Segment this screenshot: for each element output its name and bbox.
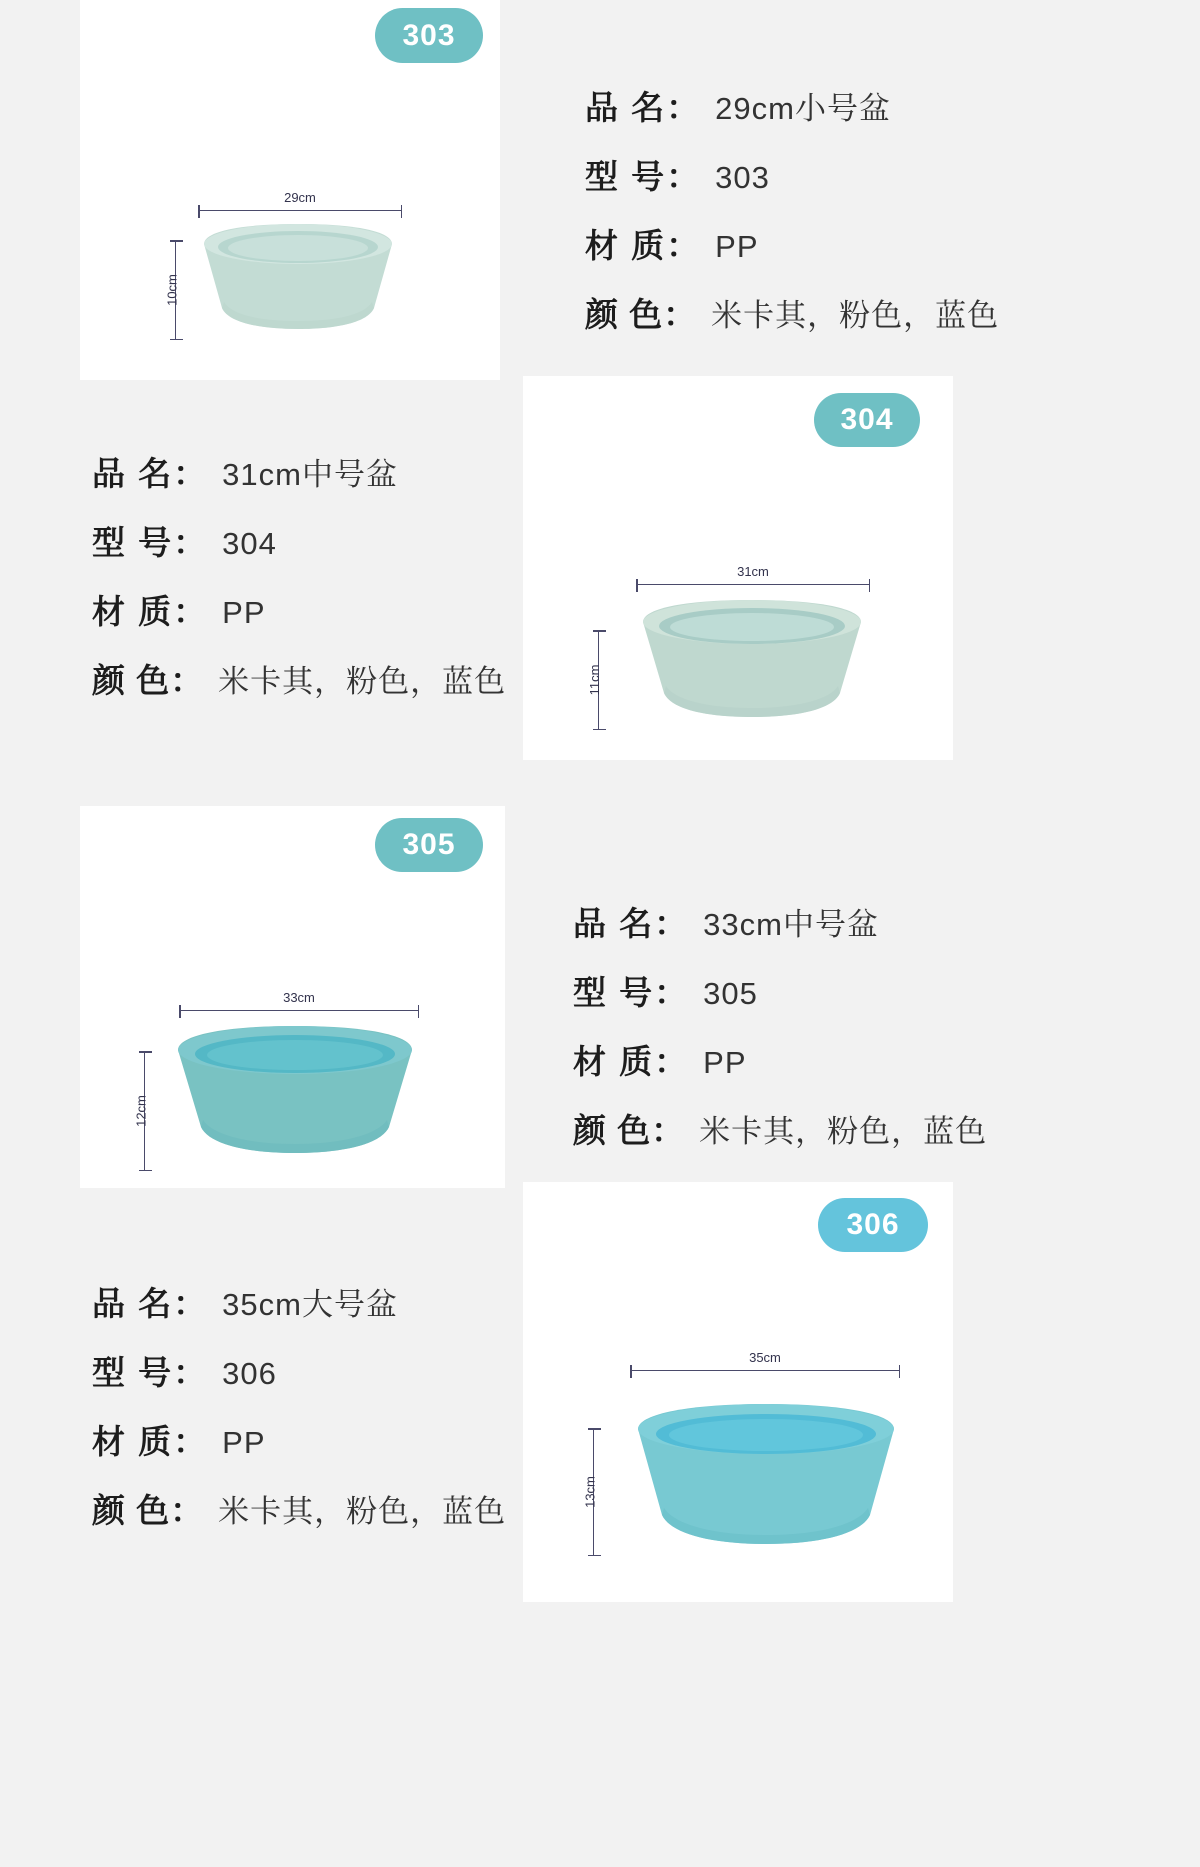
spec-value-name-303: 29cm小号盆 bbox=[715, 91, 891, 126]
spec-key-color: 颜 色： bbox=[573, 1112, 686, 1149]
basin-illustration-303 bbox=[198, 222, 398, 332]
spec-row-model-305 bbox=[573, 967, 987, 1014]
height-label-306: 13cm bbox=[582, 1476, 598, 1508]
spec-row-material-305 bbox=[573, 1036, 987, 1083]
product-spec-305 bbox=[573, 898, 987, 1152]
spec-row-color-305 bbox=[573, 1105, 987, 1152]
spec-key-material: 材 质： bbox=[573, 1043, 690, 1080]
spec-key-name: 品 名： bbox=[92, 1285, 209, 1322]
spec-value-model-303: 303 bbox=[715, 160, 770, 195]
spec-row-color-303 bbox=[585, 289, 999, 336]
spec-row-name-304 bbox=[92, 448, 506, 495]
spec-value-color-305: 米卡其，粉色，蓝色 bbox=[699, 1114, 988, 1149]
spec-key-model: 型 号： bbox=[92, 1354, 209, 1391]
basin-illustration-305 bbox=[170, 1024, 420, 1156]
width-label-303: 29cm bbox=[284, 190, 316, 205]
spec-key-model: 型 号： bbox=[92, 524, 209, 561]
product-spec-304 bbox=[92, 448, 506, 702]
spec-key-name: 品 名： bbox=[92, 455, 209, 492]
badge-303: 303 bbox=[375, 8, 483, 63]
width-label-306: 35cm bbox=[749, 1350, 781, 1365]
spec-row-name-303 bbox=[585, 82, 999, 129]
product-spec-306 bbox=[92, 1278, 506, 1532]
badge-305: 305 bbox=[375, 818, 483, 872]
height-rule-304 bbox=[586, 630, 602, 730]
spec-row-model-304 bbox=[92, 517, 506, 564]
height-rule-306 bbox=[582, 1428, 598, 1556]
spec-value-material-305: PP bbox=[703, 1045, 747, 1080]
spec-key-material: 材 质： bbox=[585, 227, 702, 264]
spec-value-model-306: 306 bbox=[222, 1356, 277, 1391]
badge-306: 306 bbox=[818, 1198, 928, 1252]
height-label-305: 12cm bbox=[133, 1095, 149, 1127]
spec-row-material-304 bbox=[92, 586, 506, 633]
width-rule-304 bbox=[636, 564, 870, 585]
basin-svg-305 bbox=[170, 1024, 420, 1156]
spec-key-color: 颜 色： bbox=[92, 662, 205, 699]
spec-value-model-305: 305 bbox=[703, 976, 758, 1011]
spec-value-color-304: 米卡其，粉色，蓝色 bbox=[218, 664, 507, 699]
width-label-305: 33cm bbox=[283, 990, 315, 1005]
spec-key-model: 型 号： bbox=[585, 158, 702, 195]
basin-svg-303 bbox=[198, 222, 398, 332]
spec-value-name-306: 35cm大号盆 bbox=[222, 1287, 398, 1322]
badge-304: 304 bbox=[814, 393, 920, 447]
product-spec-303 bbox=[585, 82, 999, 336]
spec-value-color-303: 米卡其，粉色，蓝色 bbox=[711, 298, 1000, 333]
spec-key-color: 颜 色： bbox=[92, 1492, 205, 1529]
spec-key-material: 材 质： bbox=[92, 593, 209, 630]
height-rule-305 bbox=[133, 1051, 149, 1171]
spec-row-model-303 bbox=[585, 151, 999, 198]
spec-key-name: 品 名： bbox=[585, 89, 702, 126]
spec-row-material-303 bbox=[585, 220, 999, 267]
spec-value-model-304: 304 bbox=[222, 526, 277, 561]
spec-row-material-306 bbox=[92, 1416, 506, 1463]
spec-row-model-306 bbox=[92, 1347, 506, 1394]
spec-row-color-304 bbox=[92, 655, 506, 702]
width-rule-305 bbox=[179, 990, 419, 1011]
spec-value-color-306: 米卡其，粉色，蓝色 bbox=[218, 1494, 507, 1529]
height-rule-303 bbox=[164, 240, 180, 340]
spec-value-material-304: PP bbox=[222, 595, 266, 630]
basin-svg-304 bbox=[636, 598, 868, 720]
spec-value-material-306: PP bbox=[222, 1425, 266, 1460]
spec-row-name-306 bbox=[92, 1278, 506, 1325]
spec-value-name-304: 31cm中号盆 bbox=[222, 457, 398, 492]
width-rule-306 bbox=[630, 1350, 900, 1371]
spec-row-name-305 bbox=[573, 898, 987, 945]
height-label-303: 10cm bbox=[164, 274, 180, 306]
spec-key-color: 颜 色： bbox=[585, 296, 698, 333]
spec-value-name-305: 33cm中号盆 bbox=[703, 907, 879, 942]
width-rule-303 bbox=[198, 190, 402, 211]
basin-illustration-306 bbox=[630, 1402, 902, 1547]
width-label-304: 31cm bbox=[737, 564, 769, 579]
spec-key-material: 材 质： bbox=[92, 1423, 209, 1460]
spec-key-name: 品 名： bbox=[573, 905, 690, 942]
basin-svg-306 bbox=[630, 1402, 902, 1547]
spec-key-model: 型 号： bbox=[573, 974, 690, 1011]
height-label-304: 11cm bbox=[586, 664, 602, 696]
basin-illustration-304 bbox=[636, 598, 868, 720]
spec-row-color-306 bbox=[92, 1485, 506, 1532]
spec-value-material-303: PP bbox=[715, 229, 759, 264]
